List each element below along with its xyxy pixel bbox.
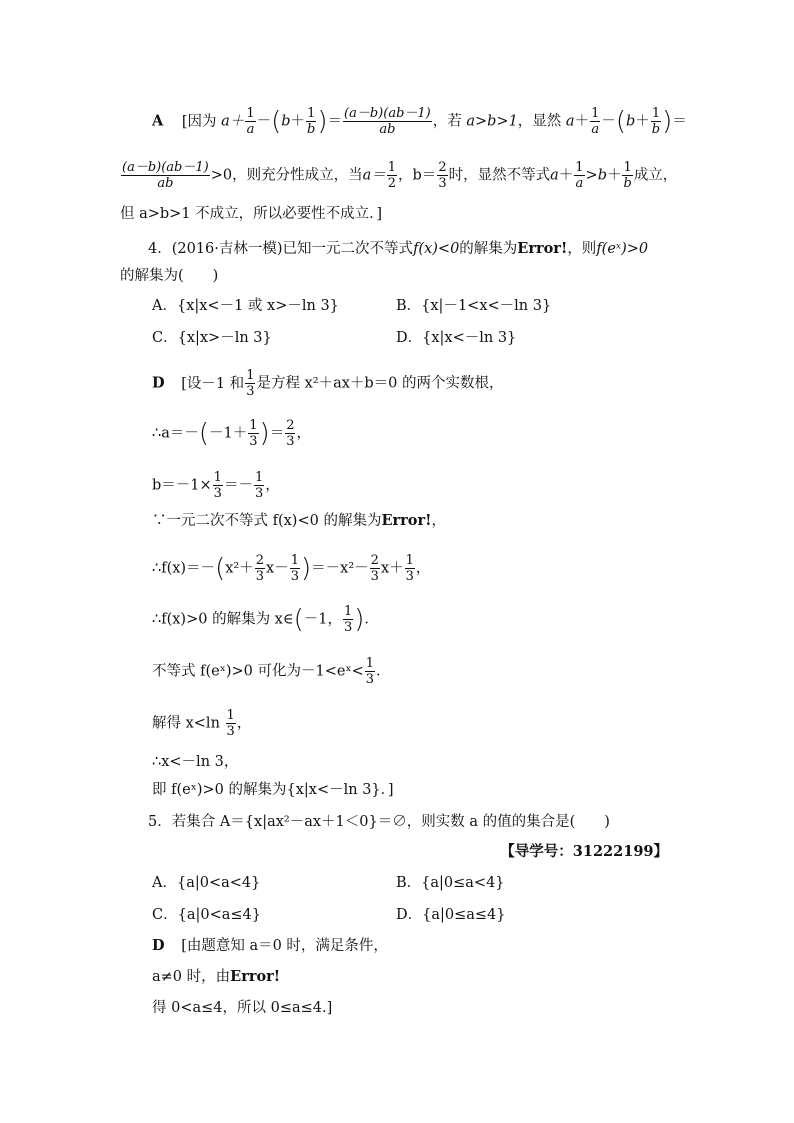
- fraction: $\frac{1}{a}$: [246, 106, 255, 137]
- answer-letter: D: [152, 374, 165, 392]
- math: f(eˣ)>0: [596, 241, 649, 257]
- text: ＝－x²－: [311, 560, 369, 577]
- fraction: $\frac{2}{3}$: [286, 418, 295, 449]
- fraction: $\frac{1}{3}$: [246, 368, 255, 399]
- fraction: $\frac{1}{3}$: [365, 656, 375, 687]
- fraction: $\frac{(a-b)(ab-1)}{ab}$: [122, 160, 209, 191]
- math: a>b>1: [466, 113, 518, 130]
- option-b: B．{a|0≤a<4}: [396, 875, 505, 891]
- text: [因为: [181, 113, 217, 130]
- solution-4-line-8: [152, 708, 251, 739]
- option-a: A．{x|x<－1 或 x>－ln 3}: [152, 298, 339, 314]
- text: ，: [296, 425, 311, 442]
- solution-a-line-2: $\frac{(a-b)(ab-1)}{ab}$ >0，则充分性成立，当a＝ $\frac{1}{2}$ ，b＝ $\frac{2}{3}$ 时，显然不等式a＋ $\frac{1}{a}$ >b＋ $\frac{1}{b}$ 成立，: [122, 160, 678, 191]
- answer-letter: D: [152, 937, 165, 954]
- fraction: $\frac{2}{3}$: [438, 160, 447, 191]
- text: ，显然: [517, 113, 562, 130]
- solution-4-line-4: [152, 511, 446, 531]
- text: [设－1 和: [181, 375, 245, 392]
- text: ，: [415, 560, 431, 577]
- option-c: C．{a|0<a≤4}: [152, 907, 261, 923]
- text: ∴f(x)＝－: [152, 560, 216, 577]
- text: x²＋: [225, 560, 254, 577]
- option-b: B．{x|－1<x<－ln 3}: [396, 298, 552, 314]
- error-field: Error!: [517, 240, 568, 257]
- text: ∴a＝－: [152, 425, 199, 442]
- answer-letter: A: [152, 112, 164, 130]
- question-4-stem-cont: 的解集为( ): [120, 268, 219, 284]
- solution-5-line-2: [152, 967, 280, 987]
- text: b＝－1×: [152, 477, 212, 494]
- error-field: Error!: [381, 512, 432, 529]
- text: >0，则充分性成立，当: [210, 167, 363, 184]
- option-d: D．{a|0≤a≤4}: [396, 907, 506, 923]
- question-5-stem: 5．若集合 A＝{x|ax²－ax＋1＜0}＝∅，则实数 a 的值的集合是( ): [148, 814, 610, 830]
- fraction: $\frac{1}{b}$: [651, 106, 661, 137]
- text: 4．(2016·吉林一模)已知一元二次不等式: [148, 241, 414, 257]
- text: ，若: [432, 113, 462, 130]
- fraction: $\frac{1}{3}$: [213, 470, 222, 501]
- option-d: D．{x|x<－ln 3}: [396, 330, 517, 346]
- math: f(x)<0: [413, 241, 460, 257]
- text: ，: [265, 477, 280, 494]
- text: [由题意知 a＝0 时，满足条件，: [181, 938, 388, 954]
- text: 成立，: [633, 167, 678, 184]
- fraction: $\frac{1}{a}$: [575, 160, 584, 191]
- fraction: $\frac{1}{2}$: [387, 160, 397, 191]
- text: ．: [364, 611, 379, 628]
- fraction: $\frac{1}{3}$: [254, 470, 264, 501]
- fraction: $\frac{1}{3}$: [405, 553, 414, 584]
- fraction: $\frac{1}{3}$: [343, 604, 353, 635]
- fraction: $\frac{1}{3}$: [249, 418, 258, 449]
- error-field: Error!: [230, 968, 281, 985]
- option-c: C．{x|x>－ln 3}: [152, 330, 272, 346]
- math: a＝: [362, 167, 386, 184]
- text: ＝: [269, 425, 285, 442]
- solution-4-line-1: [152, 368, 504, 399]
- text: ，则: [567, 241, 597, 257]
- question-4-stem: [148, 239, 648, 259]
- text: ＝－: [223, 477, 253, 494]
- solution-4-line-7: [152, 656, 391, 687]
- text: ，b＝: [398, 167, 437, 184]
- text: a≠0 时，由: [152, 969, 231, 985]
- fraction: $\frac{1}{a}$: [591, 106, 600, 137]
- text: 是方程 x²＋ax＋b＝0 的两个实数根，: [256, 375, 504, 392]
- math: a＋: [221, 113, 245, 130]
- text: 时，显然不等式: [448, 167, 551, 184]
- text: 解得 x<ln: [152, 715, 225, 732]
- fraction: $\frac{1}{b}$: [307, 106, 316, 137]
- option-a: A．{a|0<a<4}: [152, 875, 261, 891]
- solution-5-line-3: 得 0<a≤4，所以 0≤a≤4.]: [152, 1000, 333, 1016]
- text: ，: [236, 715, 252, 732]
- text: ∴f(x)>0 的解集为 x∈: [152, 611, 294, 628]
- fraction: $\frac{2}{3}$: [370, 553, 379, 584]
- text: x＋: [380, 560, 404, 577]
- text: x－: [266, 560, 289, 577]
- solution-5-line-1: [152, 936, 388, 956]
- text: －1，: [303, 611, 342, 628]
- solution-4-line-9: ∴x<－ln 3，: [152, 754, 239, 770]
- text: ∵一元二次不等式 f(x)<0 的解集为: [152, 513, 382, 529]
- solution-4-line-10: 即 f(eˣ)>0 的解集为{x|x<－ln 3}．]: [152, 782, 394, 798]
- text: ．: [376, 663, 391, 680]
- solution-a-line-1: A [因为 a＋ $\frac{1}{a}$ －(b＋ $\frac{1}{b}$ )＝ $\frac{(a-b)(ab-1)}{ab}$ ，若 a>b>1，显然 a＋ $\frac{1}{a}$ －(b＋ $\frac{1}{b}$ )＝: [152, 106, 687, 137]
- solution-a-line-3: 但 a>b>1 不成立，所以必要性不成立．]: [120, 206, 383, 222]
- math: －: [256, 113, 272, 130]
- fraction: $\frac{1}{3}$: [290, 553, 299, 584]
- text: 的解集为: [459, 241, 518, 257]
- solution-4-line-2: ∴a＝－(－1＋ $\frac{1}{3}$ )＝ $\frac{2}{3}$ ，: [152, 418, 311, 449]
- text: 不等式 f(eˣ)>0 可化为－1<eˣ<: [152, 663, 364, 680]
- solution-4-line-6: ∴f(x)>0 的解集为 x∈(－1， $\frac{1}{3}$ )．: [152, 604, 379, 635]
- fraction: $\frac{1}{b}$: [623, 160, 632, 191]
- fraction: $\frac{1}{3}$: [226, 708, 235, 739]
- fraction: $\frac{(a-b)(ab-1)}{ab}$: [344, 106, 431, 137]
- solution-4-line-5: ∴f(x)＝－(x²＋ $\frac{2}{3}$ x－ $\frac{1}{3}$ )＝－x²－ $\frac{2}{3}$ x＋ $\frac{1}{3}$ ，: [152, 553, 431, 584]
- text: ，: [431, 513, 446, 529]
- text: －1＋: [209, 425, 248, 442]
- solution-4-line-3: [152, 470, 280, 501]
- guide-number: 【导学号：31222199】: [500, 843, 668, 860]
- fraction: $\frac{2}{3}$: [255, 553, 265, 584]
